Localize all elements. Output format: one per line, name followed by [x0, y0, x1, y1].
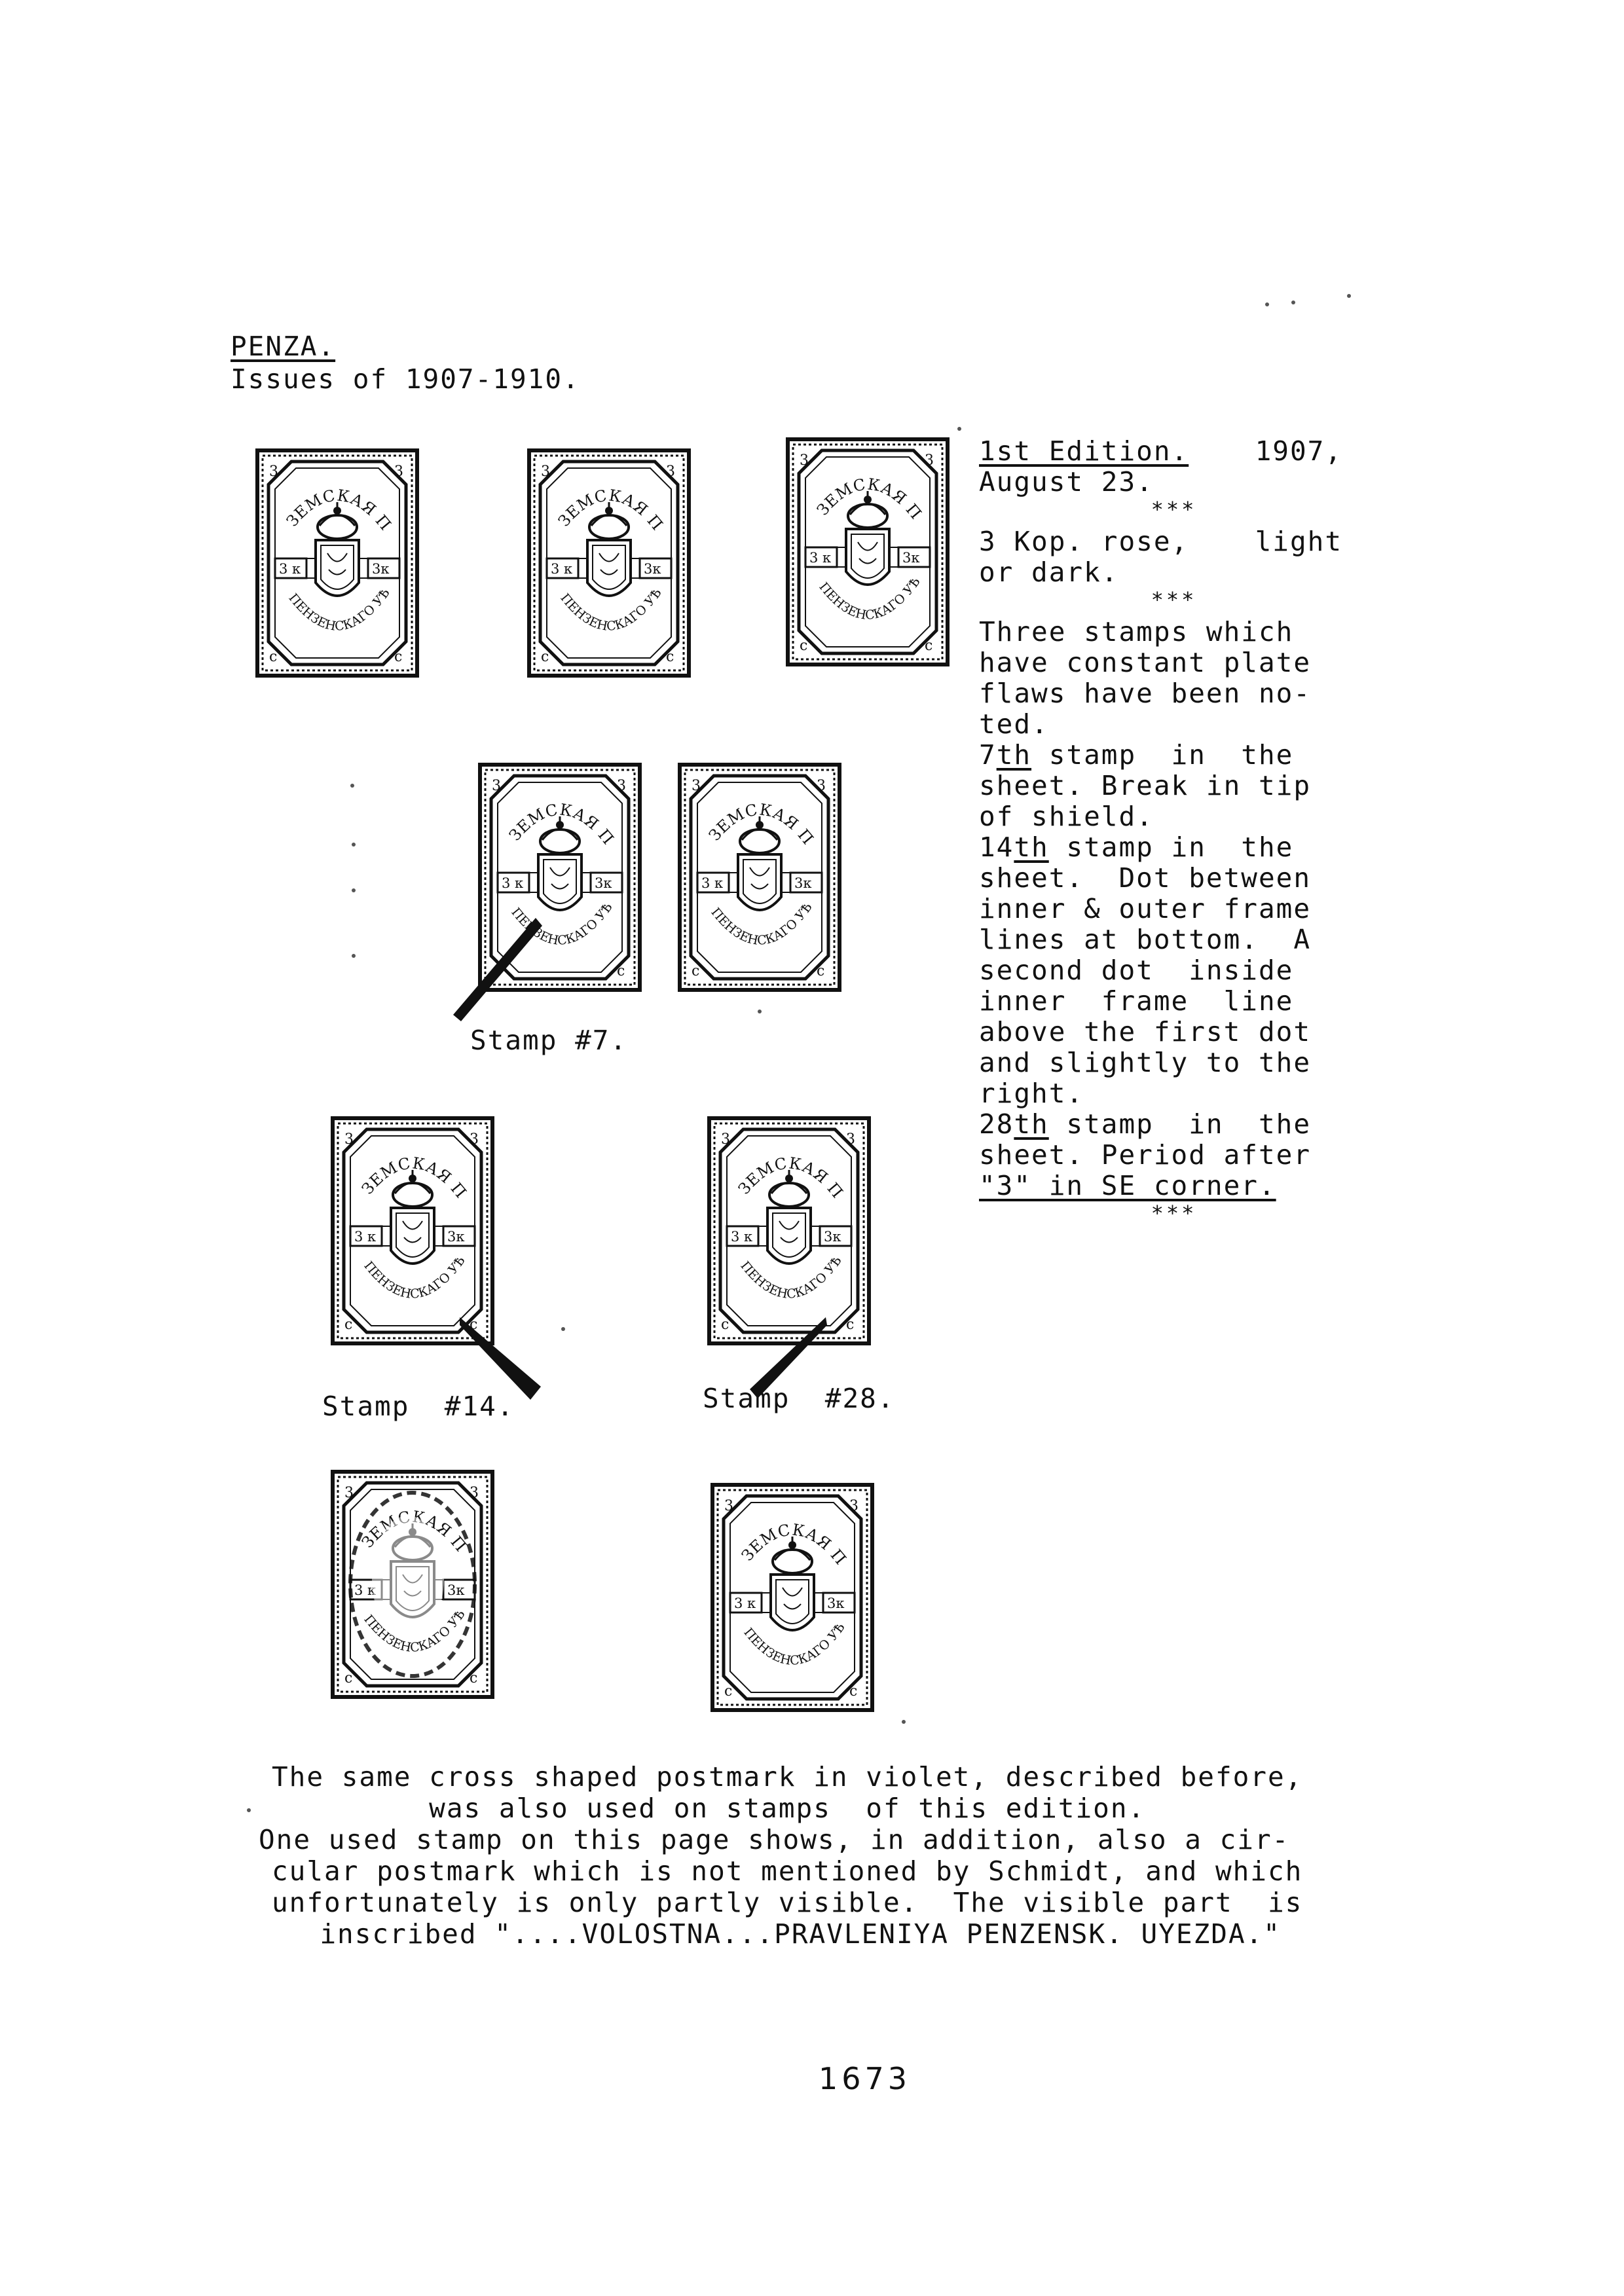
page-subheading: Issues of 1907-1910. [231, 363, 580, 395]
stamp-7-caption: Stamp #7. [470, 1025, 628, 1056]
edition-year: 1907, [1255, 435, 1342, 467]
page-number: 1673 [819, 2061, 912, 2096]
flaws-intro-line: Three stamps which [979, 616, 1294, 647]
flaw-28-line: sheet. Period after [979, 1139, 1311, 1171]
flaw-14-number: 14 [979, 831, 1014, 863]
body-line: was also used on stamps of this edition. [272, 1793, 1146, 1824]
flaw-14-line: and slightly to the [979, 1047, 1311, 1078]
flaws-intro-line: flaws have been no- [979, 678, 1311, 709]
value-shade: light [1255, 526, 1342, 557]
stamp-artwork [707, 1116, 871, 1345]
flaw-7-rest: stamp in the [1031, 739, 1294, 771]
flaw-7-line: of shield. [979, 801, 1154, 832]
flaw-14-heading [979, 832, 1342, 863]
body-line: The same cross shaped postmark in violet, described before, [272, 1761, 1303, 1793]
stamp-image [710, 1483, 874, 1712]
stamp-artwork [786, 437, 950, 666]
flaw-28-last-line: "3" in SE corner. [979, 1170, 1276, 1201]
body-line: inscribed "....VOLOSTNA...PRAVLENIYA PENZENSK. UYEZDA." [285, 1918, 1281, 1950]
flaw-14-rest: stamp in the [1048, 831, 1294, 863]
stamp-artwork [527, 448, 691, 678]
value-line [979, 526, 1342, 557]
page-heading: PENZA. [231, 331, 336, 362]
stamp-artwork [678, 763, 841, 992]
flaw-14-line: right. [979, 1078, 1084, 1109]
flaw-7-line: sheet. Break in tip [979, 770, 1311, 801]
edition-date: August 23. [979, 466, 1154, 498]
flaw-28-rest: stamp in the [1048, 1108, 1312, 1140]
stamp-image [678, 763, 841, 992]
stamp-image [786, 437, 950, 666]
edition-notes [979, 436, 1342, 1225]
flaw-28-number: 28 [979, 1108, 1014, 1140]
stamp-28-image [707, 1116, 871, 1345]
flaw-28-suffix: th [1014, 1108, 1049, 1140]
flaw-14-line: inner & outer frame [979, 893, 1311, 924]
stamp-7-pointer [452, 917, 544, 1028]
body-paragraph [259, 1761, 1359, 1950]
body-line: One used stamp on this page shows, in addition, also a cir- [259, 1824, 1290, 1855]
flaws-intro-line: have constant plate [979, 647, 1311, 678]
value-description: 3 Kop. rose, [979, 526, 1189, 557]
separator-stars: *** [1151, 497, 1197, 522]
flaw-14-line: inner frame line [979, 985, 1294, 1017]
stamp-artwork [331, 1470, 494, 1699]
stamp-artwork [255, 448, 419, 678]
edition-line [979, 436, 1342, 467]
stamp-artwork [710, 1483, 874, 1712]
stamp-14-caption: Stamp #14. [322, 1391, 515, 1422]
stamp-image [255, 448, 419, 678]
flaw-7-heading [979, 740, 1342, 771]
body-line: unfortunately is only partly visible. The visible part is [272, 1887, 1303, 1918]
flaws-intro [979, 617, 1342, 740]
edition-label: 1st Edition. [979, 435, 1189, 467]
separator-stars: *** [1151, 587, 1197, 612]
separator-stars: *** [1151, 1201, 1197, 1226]
flaw-14-line: sheet. Dot between [979, 862, 1311, 894]
flaw-14-line: above the first dot [979, 1016, 1311, 1048]
flaw-28-line [979, 1171, 1342, 1201]
flaw-7-number: 7 [979, 739, 997, 771]
flaws-intro-line: ted. [979, 708, 1049, 740]
flaw-7-suffix: th [996, 739, 1032, 771]
flaw-28-heading [979, 1109, 1342, 1140]
flaw-14-line: lines at bottom. A [979, 924, 1311, 955]
used-stamp-image [331, 1470, 494, 1699]
stamp-28-caption: Stamp #28. [703, 1383, 895, 1414]
stamp-14-image [331, 1116, 494, 1345]
flaw-14-suffix: th [1014, 831, 1049, 863]
flaw-14-line: second dot inside [979, 955, 1294, 986]
stamp-artwork [331, 1116, 494, 1345]
value-line-2: or dark. [979, 556, 1119, 588]
stamp-image [527, 448, 691, 678]
stamp-14-pointer [458, 1316, 544, 1401]
body-line: cular postmark which is not mentioned by Schmidt, and which [272, 1855, 1303, 1887]
